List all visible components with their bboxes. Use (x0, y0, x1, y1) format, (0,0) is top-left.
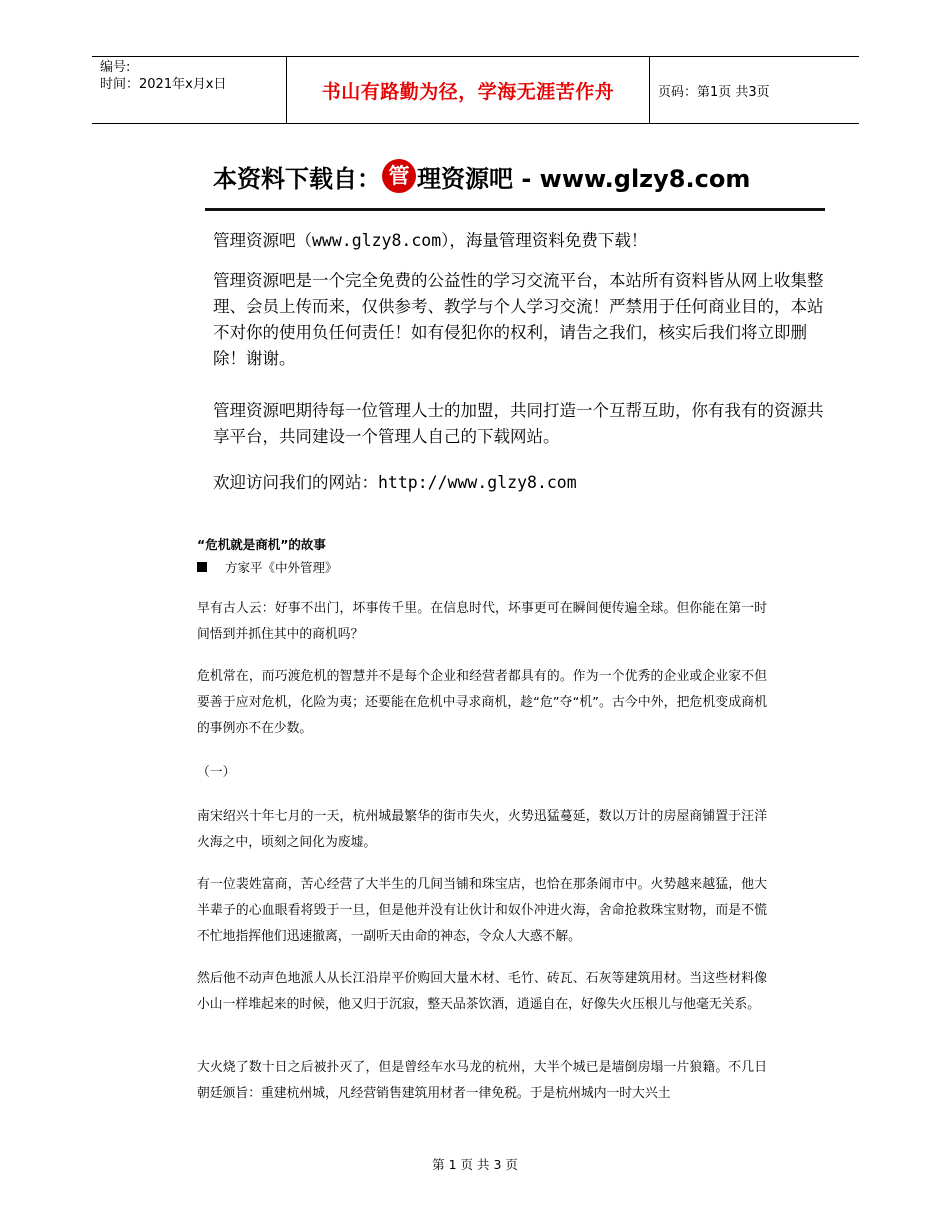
number-label: 编号: (100, 60, 131, 75)
banner-paragraph: 管理资源吧（www.glzy8.com），海量管理资料免费下载！ (213, 231, 648, 250)
article-title: “危机就是商机”的故事 (197, 537, 326, 552)
article-paragraph: 大火烧了数十日之后被扑灭了，但是曾经车水马龙的杭州，大半个城已是墙倒房塌一片狼籍。不几日朝廷颁旨：重建杭州城，凡经营销售建筑用材者一律免税。于是杭州城内一时大兴土 (197, 1060, 767, 1101)
banner-divider (205, 208, 825, 211)
article-paragraph: 南宋绍兴十年七月的一天，杭州城最繁华的街市失火，火势迅猛蔓延，数以万计的房屋商铺置于汪洋火海之中，顷刻之间化为废墟。 (197, 809, 767, 850)
banner-paragraph: 管理资源吧期待每一位管理人士的加盟，共同打造一个互帮互助，你有我有的资源共享平台，共同建设一个管理人自己的下载网站。 (213, 401, 824, 446)
section-heading: （一） (197, 765, 236, 780)
banner-paragraph: 欢迎访问我们的网站：http://www.glzy8.com (213, 473, 577, 492)
article-paragraph: 有一位裴姓富商，苦心经营了大半生的几间当铺和珠宝店，也恰在那条闹市中。火势越来越猛，他大半辈子的心血眼看将毁于一旦，但是他并没有让伙计和奴仆冲进火海，舍命抢救珠宝财物，而是不慌不忙地指挥他们迅速撤离，一副听天由命的神态，令众人大惑不解。 (197, 877, 767, 944)
logo-seal-icon: 管 (382, 159, 416, 193)
document-header (92, 56, 859, 124)
article-paragraph: 危机常在，而巧渡危机的智慧并不是每个企业和经营者都具有的。作为一个优秀的企业或企业家不但要善于应对危机，化险为夷；还要能在危机中寻求商机，趁“危”夺“机”。古今中外，把危机变成商机的事例亦不在少数。 (197, 669, 767, 736)
banner-title (213, 156, 750, 196)
header-motto: 书山有路勤为径，学海无涯苦作舟 (321, 80, 615, 103)
header-meta (100, 59, 286, 121)
banner-paragraph: 管理资源吧是一个完全免费的公益性的学习交流平台，本站所有资料皆从网上收集整理、会员上传而来，仅供参考、教学与个人学习交流！严禁用于任何商业目的，本站不对你的使用负任何责任！如有侵犯你的权利，请告之我们，核实后我们将立即删除！谢谢。 (213, 271, 824, 368)
article-byline (197, 558, 338, 576)
byline-text: 方家平《中外管理》 (225, 560, 338, 575)
banner-title-text: 本资料下载自： (213, 164, 381, 193)
time-label: 时间：2021年x月x日 (100, 77, 227, 92)
article-paragraph: 然后他不动声色地派人从长江沿岸平价购回大量木材、毛竹、砖瓦、石灰等建筑用材。当这些材料像小山一样堆起来的时候，他又归于沉寂，整天品茶饮酒，逍遥自在，好像失火压根儿与他毫无关系。 (197, 971, 767, 1012)
article-paragraph: 早有古人云：好事不出门，坏事传千里。在信息时代，坏事更可在瞬间便传遍全球。但你能在第一时间悟到并抓住其中的商机吗？ (197, 601, 767, 642)
header-divider (649, 57, 650, 123)
promo-banner (205, 150, 825, 495)
page-footer: 第 1 页 共 3 页 (432, 1157, 518, 1172)
header-page-number: 页码：第1页 共3页 (658, 84, 770, 100)
banner-title-site: 理资源吧 - www.glzy8.com (417, 164, 751, 193)
square-bullet-icon (197, 562, 207, 572)
